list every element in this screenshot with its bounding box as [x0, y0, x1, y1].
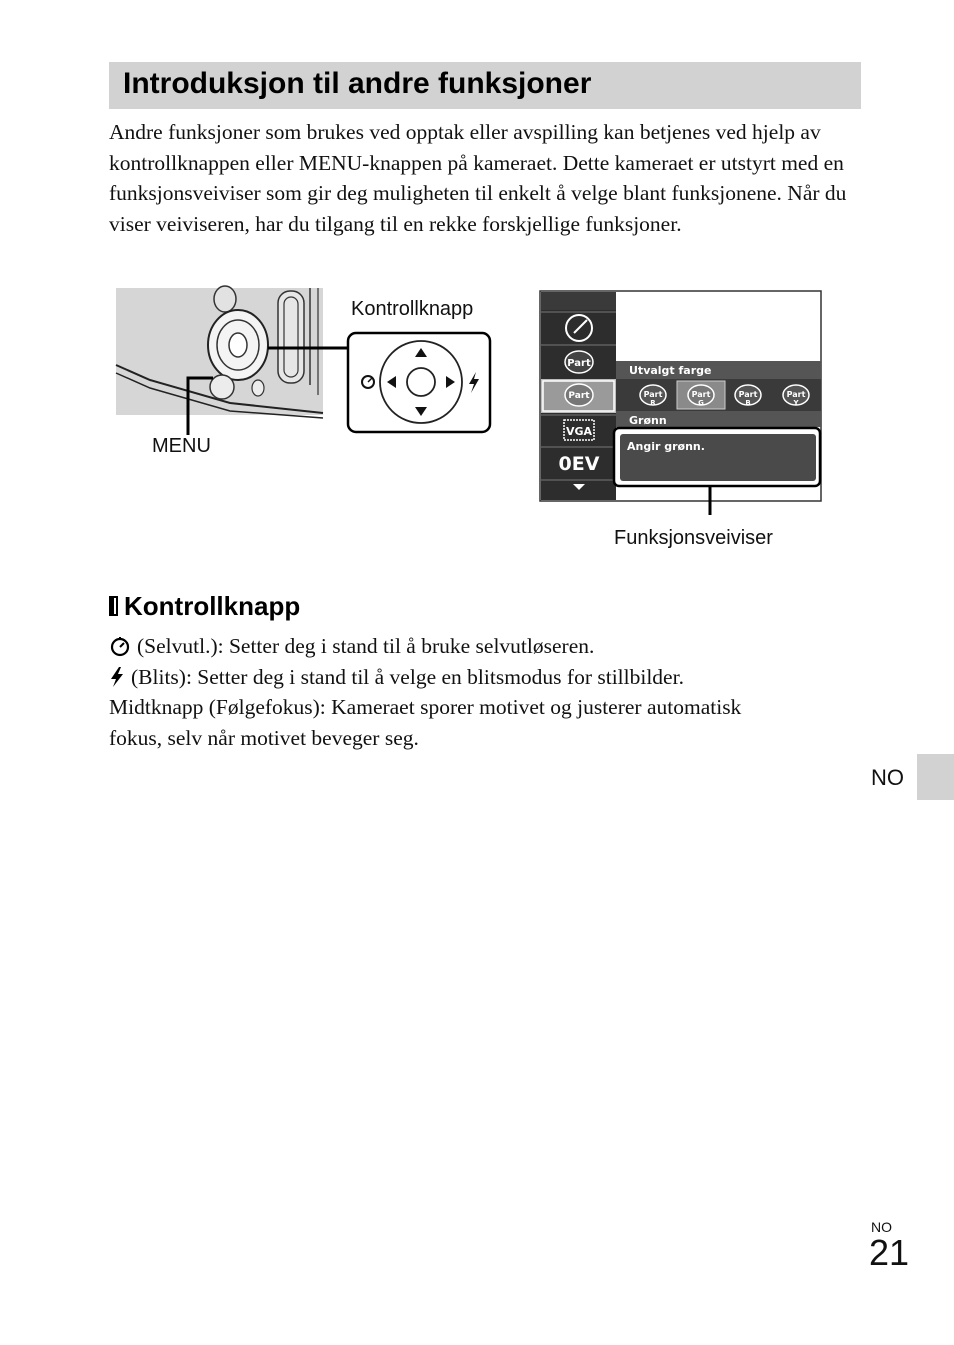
screen-icon-vga: VGA	[565, 425, 593, 438]
intro-paragraph: Andre funksjoner som brukes ved opptak eller avspilling kan betjenes ved hjelp av kontrollknappen eller MENU-knappen på kameraet. Dette kameraet er utstyrt med en funksjonsveiviser som gir deg muligheten til enkelt å velge blant funksjonene. Når du viser veiviseren, har du tilgang til en rekke forskjellige funksjoner.	[109, 120, 847, 236]
language-tab	[917, 754, 954, 800]
option-y: Y	[793, 399, 799, 407]
page-number: 21	[869, 1232, 910, 1273]
label-menu: MENU	[152, 435, 211, 457]
option-g: G	[698, 399, 704, 407]
language-label: NO	[871, 765, 904, 790]
svg-text:Part: Part	[691, 390, 711, 399]
screen-icon-part: Part	[567, 358, 591, 369]
svg-text:Part: Part	[643, 390, 663, 399]
line-flash: (Blits): Setter deg i stand til å velge en blitsmodus for stillbilder.	[109, 662, 857, 693]
flash-icon	[109, 666, 125, 688]
page-language: NO	[871, 1219, 892, 1235]
screen-selected-title: Utvalgt farge	[629, 364, 712, 377]
screen-icon-part-g: Part	[568, 391, 590, 401]
screen-guide-text: Angir grønn.	[627, 440, 705, 453]
camera-screen	[540, 291, 821, 515]
option-b: B	[745, 399, 751, 407]
section-heading: Kontrollknapp	[109, 591, 300, 622]
label-function-guide: Funksjonsveiviser	[614, 527, 773, 549]
screen-current-value: Grønn	[629, 414, 667, 427]
section-marker-icon	[109, 596, 118, 616]
self-timer-icon	[109, 635, 131, 657]
svg-text:Part: Part	[738, 390, 758, 399]
section-body	[109, 631, 857, 753]
label-control-button: Kontrollknapp	[351, 298, 474, 320]
camera-body-illustration	[116, 286, 323, 418]
svg-text:Part: Part	[786, 390, 806, 399]
page-title: Introduksjon til andre funksjoner	[123, 67, 592, 100]
control-button-diagram	[348, 333, 490, 432]
title-bar	[109, 62, 861, 109]
line-self-timer: (Selvutl.): Setter deg i stand til å bruke selvutløseren.	[109, 631, 857, 662]
screen-icon-ev: 0EV	[558, 453, 600, 475]
option-r: R	[650, 399, 656, 407]
line-center-button: Midtknapp (Følgefokus): Kameraet sporer motivet og justerer automatisk	[109, 695, 742, 719]
line-center-button-cont: fokus, selv når motivet beveger seg.	[109, 725, 419, 750]
